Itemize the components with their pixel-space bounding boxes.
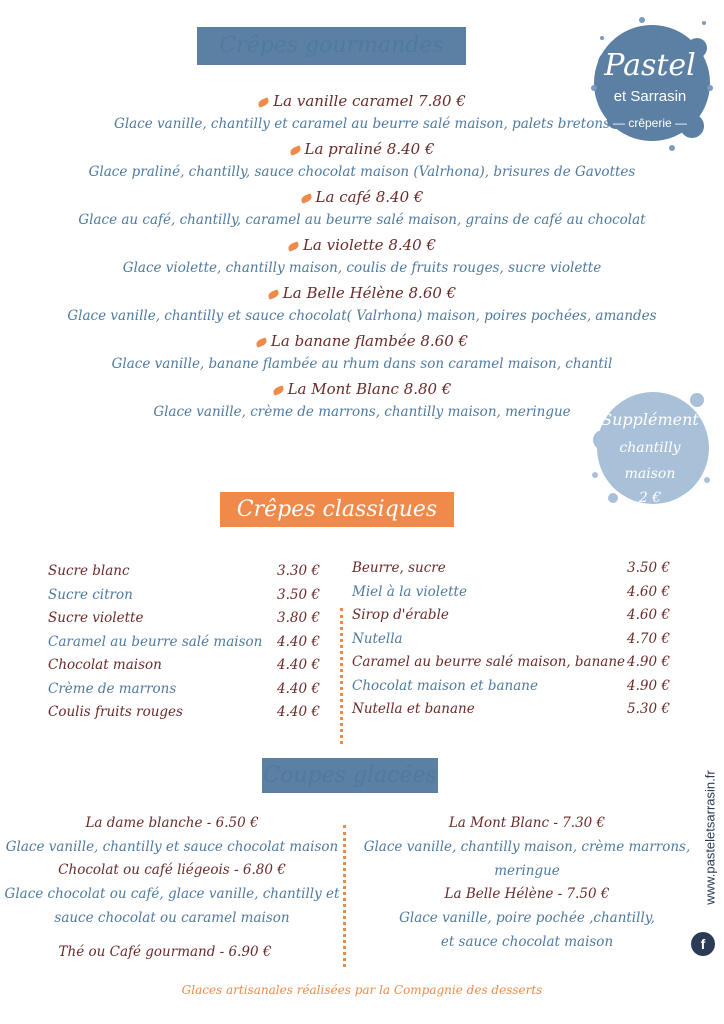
coupe-liegeois-title: Chocolat ou café liégeois - 6.80 € bbox=[58, 862, 286, 878]
coupe-liegeois-desc1: Glace chocolat ou café, glace vanille, chantilly et bbox=[4, 886, 340, 902]
supplement-badge bbox=[585, 380, 715, 515]
gourmande-name: La café 8.40 € bbox=[315, 188, 424, 206]
logo bbox=[582, 8, 718, 158]
classiques-divider bbox=[340, 608, 346, 744]
classique-price: 3.30 € bbox=[277, 563, 320, 579]
gourmande-desc: Glace vanille, chantilly et caramel au beurre salé maison, palets bretons bbox=[114, 116, 610, 132]
logo-splash bbox=[582, 8, 718, 158]
facebook-icon[interactable]: f bbox=[691, 932, 715, 956]
classique-price: 3.50 € bbox=[627, 560, 670, 576]
leaf-icon bbox=[287, 241, 300, 251]
coupes-banner: Coupes glacées bbox=[262, 758, 438, 793]
gourmande-desc: Glace praliné, chantilly, sauce chocolat maison (Valrhona), brisures de Gavottes bbox=[88, 164, 636, 180]
classique-price: 4.60 € bbox=[627, 607, 670, 623]
leaf-icon bbox=[257, 97, 270, 107]
gourmande-name: La vanille caramel 7.80 € bbox=[273, 92, 466, 110]
supplement-line1: Supplément bbox=[601, 410, 699, 429]
gourmandes-banner: Crêpes gourmandes bbox=[197, 27, 466, 65]
gourmande-name: La Mont Blanc 8.80 € bbox=[287, 380, 452, 398]
classique-price: 4.70 € bbox=[627, 630, 670, 647]
logo-name: Pastel bbox=[604, 48, 696, 83]
gourmande-title bbox=[0, 140, 724, 158]
footer-note: Glaces artisanales réalisées par la Compagnie des desserts bbox=[181, 983, 543, 997]
leaf-icon bbox=[300, 193, 313, 203]
classique-name: Nutella bbox=[352, 630, 403, 647]
coupe-dame-blanche-title: La dame blanche - 6.50 € bbox=[85, 815, 259, 831]
supplement-price: 2 € bbox=[638, 490, 662, 506]
classique-price: 4.60 € bbox=[627, 583, 670, 600]
logo-subname: et Sarrasin bbox=[613, 88, 687, 105]
classique-price: 3.50 € bbox=[277, 586, 320, 603]
gourmande-name: La banane flambée 8.60 € bbox=[270, 332, 469, 350]
gourmande-name: La violette 8.40 € bbox=[302, 236, 437, 254]
gourmande-name: La Belle Hélène 8.60 € bbox=[282, 284, 457, 302]
classique-price: 4.90 € bbox=[627, 654, 670, 670]
classique-name: Chocolat maison et banane bbox=[352, 677, 538, 694]
classique-price: 5.30 € bbox=[627, 701, 670, 717]
gourmande-title bbox=[0, 188, 724, 206]
classiques-banner: Crêpes classiques bbox=[220, 492, 454, 527]
gourmande-title bbox=[0, 332, 724, 350]
coupe-belle-helene-desc1: Glace vanille, poire pochée ,chantilly, bbox=[399, 910, 655, 926]
gourmande-title bbox=[0, 236, 724, 254]
classique-name: Beurre, sucre bbox=[352, 560, 446, 576]
coupe-mont-blanc-desc1: Glace vanille, chantilly maison, crème marrons, bbox=[363, 839, 691, 855]
gourmande-title bbox=[0, 92, 724, 110]
classique-name: Sucre citron bbox=[48, 586, 133, 603]
classique-name: Coulis fruits rouges bbox=[48, 704, 183, 720]
gourmande-desc: Glace violette, chantilly maison, coulis de fruits rouges, sucre violette bbox=[122, 260, 602, 276]
gourmande-desc: Glace vanille, banane flambée au rhum dans son caramel maison, chantil bbox=[111, 356, 613, 372]
gourmande-desc: Glace vanille, crème de marrons, chantilly maison, meringue bbox=[153, 404, 571, 420]
classique-price: 3.80 € bbox=[277, 610, 320, 626]
classique-name: Caramel au beurre salé maison, banane bbox=[352, 654, 626, 670]
supplement-line3: maison bbox=[624, 466, 676, 482]
gourmande-name: La praliné 8.40 € bbox=[304, 140, 435, 158]
leaf-icon bbox=[289, 145, 302, 155]
coupe-dame-blanche-desc: Glace vanille, chantilly et sauce chocolat maison bbox=[5, 839, 339, 855]
classique-price: 4.40 € bbox=[277, 680, 320, 697]
classique-price: 4.40 € bbox=[277, 657, 320, 673]
classique-price: 4.40 € bbox=[277, 704, 320, 720]
classique-name: Nutella et banane bbox=[352, 701, 475, 717]
supplement-line2: chantilly bbox=[619, 440, 681, 456]
gourmande-desc: Glace au café, chantilly, caramel au beurre salé maison, grains de café au chocolat bbox=[78, 212, 646, 228]
leaf-icon bbox=[267, 289, 280, 299]
classique-name: Sucre blanc bbox=[48, 563, 130, 579]
classique-name: Chocolat maison bbox=[48, 657, 162, 673]
classique-name: Caramel au beurre salé maison bbox=[48, 633, 263, 650]
leaf-icon bbox=[255, 337, 268, 347]
gourmande-desc: Glace vanille, chantilly et sauce chocolat( Valrhona) maison, poires pochées, amandes bbox=[67, 308, 657, 324]
leaf-icon bbox=[272, 385, 285, 395]
classique-name: Miel à la violette bbox=[352, 583, 467, 600]
classique-name: Sucre violette bbox=[48, 610, 144, 626]
classique-name: Crème de marrons bbox=[48, 680, 177, 697]
classique-name: Sirop d'érable bbox=[352, 607, 449, 623]
coupe-gourmand-title: Thé ou Café gourmand - 6.90 € bbox=[58, 944, 272, 960]
logo-tagline: — crêperie — bbox=[612, 116, 688, 130]
coupe-mont-blanc-title: La Mont Blanc - 7.30 € bbox=[448, 815, 606, 831]
coupe-liegeois-desc2: sauce chocolat ou caramel maison bbox=[54, 910, 290, 926]
coupe-mont-blanc-desc2: meringue bbox=[494, 863, 560, 879]
gourmande-title bbox=[0, 284, 724, 302]
classique-price: 4.40 € bbox=[277, 633, 320, 650]
website-link[interactable]: www.pasteletsarrasin.fr bbox=[702, 770, 718, 905]
coupe-belle-helene-desc2: et sauce chocolat maison bbox=[440, 934, 614, 950]
classique-price: 4.90 € bbox=[627, 677, 670, 694]
coupe-belle-helene-title: La Belle Hélène - 7.50 € bbox=[444, 886, 610, 902]
website-container bbox=[700, 750, 720, 930]
